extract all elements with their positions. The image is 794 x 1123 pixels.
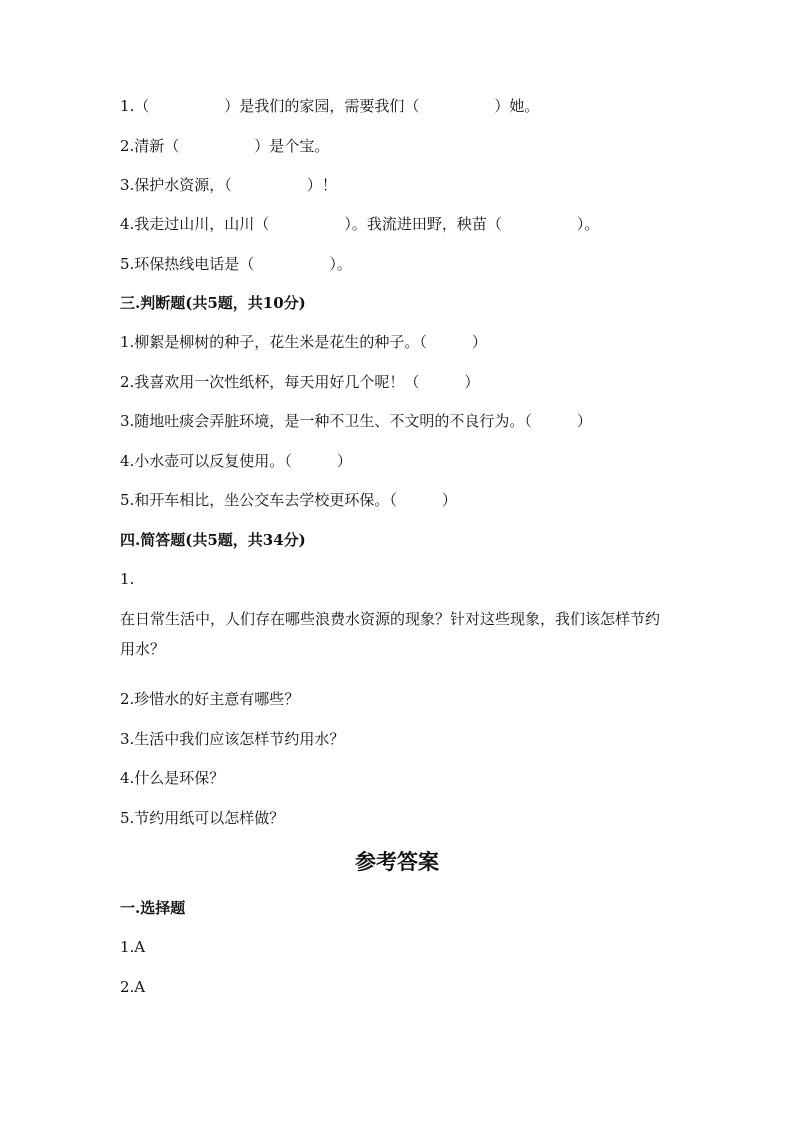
answers-title: 参考答案	[355, 849, 439, 874]
section-3-heading: 三.判断题(共5题，共10分)	[120, 294, 306, 312]
answer-item-2: 2.A	[120, 978, 146, 996]
judgement-item-4: 4.小水壶可以反复使用。（ ）	[120, 452, 352, 470]
answer-item-1: 1.A	[120, 938, 146, 956]
judgement-item-5: 5.和开车相比，坐公交车去学校更环保。（ ）	[120, 491, 457, 509]
short-answer-1-number: 1.	[120, 570, 135, 588]
judgement-item-1: 1.柳絮是柳树的种子，花生米是花生的种子。（ ）	[120, 333, 487, 351]
fill-in-item-1: 1.（ ）是我们的家园，需要我们（ ）她。	[120, 97, 540, 115]
section-4-heading: 四.简答题(共5题，共34分)	[120, 531, 306, 549]
fill-in-item-5: 5.环保热线电话是（ ）。	[120, 255, 352, 273]
short-answer-item-5: 5.节约用纸可以怎样做？	[120, 809, 285, 827]
short-answer-item-3: 3.生活中我们应该怎样节约用水？	[120, 730, 345, 748]
fill-in-item-3: 3.保护水资源，（ ）！	[120, 176, 337, 194]
short-answer-item-2: 2.珍惜水的好主意有哪些？	[120, 690, 300, 708]
short-answer-item-4: 4.什么是环保？	[120, 769, 225, 787]
fill-in-item-2: 2.清新（ ）是个宝。	[120, 137, 330, 155]
short-answer-1-text: 在日常生活中，人们存在哪些浪费水资源的现象？针对这些现象，我们该怎样节约用水？	[120, 610, 661, 658]
judgement-item-3: 3.随地吐痰会弄脏环境，是一种不卫生、不文明的不良行为。（ ）	[120, 412, 592, 430]
judgement-item-2: 2.我喜欢用一次性纸杯，每天用好几个呢！（ ）	[120, 373, 480, 391]
answers-section-1-heading: 一.选择题	[120, 899, 186, 917]
fill-in-item-4: 4.我走过山川，山川（ ）。我流进田野，秧苗（ ）。	[120, 215, 600, 233]
